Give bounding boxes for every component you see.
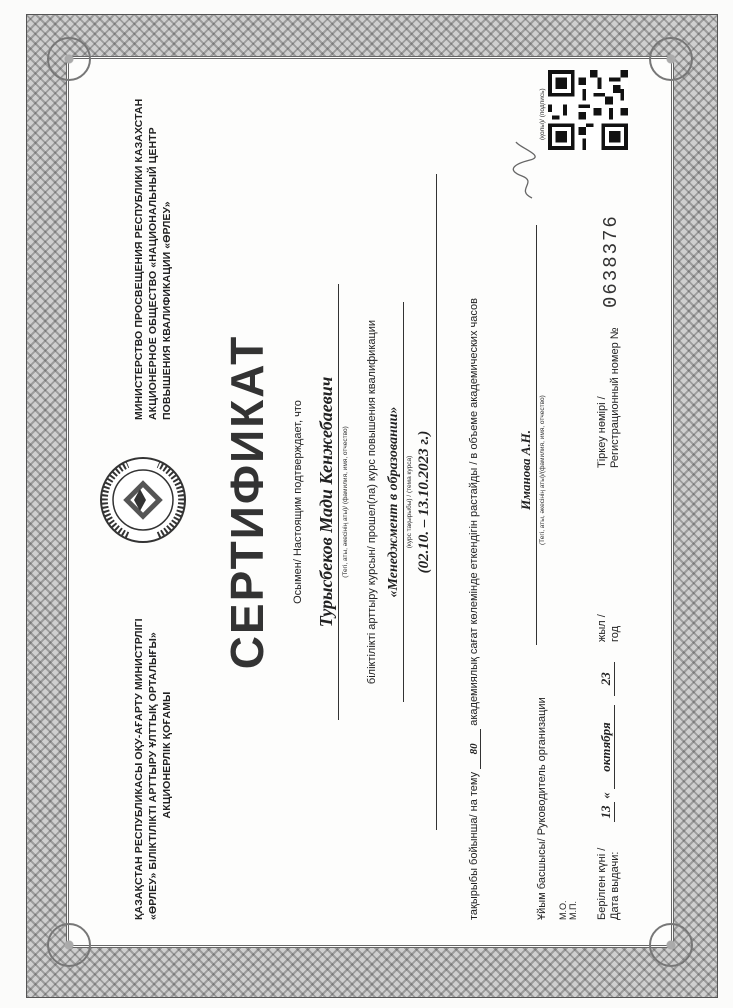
issue-label-kz: Берілген күні /	[596, 847, 608, 920]
header-ru-line1: МИНИСТЕРСТВО ПРОСВЕЩЕНИЯ РЕСПУБЛИКИ КАЗАХСТАН	[133, 98, 145, 420]
header-kz-line1: ҚАЗАҚСТАН РЕСПУБЛИКАСЫ ОҚУ-АҒАРТУ МИНИСТРЛІГІ	[133, 618, 145, 920]
header-ru-line3: ПОВЫШЕНИЯ КВАЛИФИКАЦИИ «ӨРЛЕУ»	[161, 201, 173, 420]
signature-scribble-icon	[510, 140, 540, 200]
header-ru-line2: АКЦИОНЕРНОЕ ОБЩЕСТВО «НАЦИОНАЛЬНЫЙ ЦЕНТР	[147, 127, 159, 420]
qr-code-icon	[548, 70, 628, 150]
registration-number: 0638376	[600, 214, 622, 308]
issue-day: 13	[598, 802, 615, 822]
hours-suffix: академиялық сағат көлемінде еткендігін растайды / в объеме академических часов	[468, 298, 480, 726]
year-label-ru: год	[609, 625, 621, 642]
header-russian	[132, 90, 174, 420]
registration-label-ru: Регистрационный номер №	[609, 327, 621, 468]
signatory-name-caption: (Тегі, аты, әкесінің аты)/(фамилия, имя, отчество)	[539, 395, 546, 545]
signature-caption: (қолы)/ (подпись)	[539, 88, 546, 140]
header-kz-line3: АКЦИОНЕРЛІК ҚОҒАМЫ	[161, 691, 173, 819]
issue-label-ru: Дата выдачи:	[609, 851, 621, 920]
issue-year: 23	[598, 662, 615, 696]
certificate-content	[70, 64, 662, 940]
signatory-name: Иманова А.Н.	[518, 430, 533, 510]
certificate-title: СЕРТИФИКАТ	[221, 334, 273, 670]
header-kz-line2: «ӨРЛЕУ» БІЛІКТІЛІКТІ АРТТЫРУ ҰЛТТЫҚ ОРТАЛЫҒЫ»	[147, 632, 159, 920]
signature-label: Ұйым басшысы/ Руководитель организации	[536, 697, 548, 920]
intro-text: Осымен/ Настоящим подтверждает, что	[292, 400, 304, 604]
issue-date-label	[596, 848, 622, 920]
recipient-name: Турысбеков Мади Кенжебаевич	[316, 376, 336, 628]
recipient-caption: (Тегі, аты, әкесінің аты)/ (фамилия, имя, отчество)	[342, 426, 349, 578]
course-dates-underline	[436, 174, 437, 830]
orleu-logo	[98, 455, 188, 545]
course-text: біліктілікті арттыру курсын/ прошел(ла) курс повышения квалификации	[366, 319, 378, 685]
hours-prefix: тақырыбы бойынша/ на тему	[468, 771, 480, 920]
course-caption: (курс тақырыбы) / (тема курса)	[406, 455, 413, 549]
hours-value: 80	[468, 729, 481, 769]
registration-label	[596, 327, 622, 468]
year-label	[596, 614, 622, 642]
issue-date-value: 13 « октября 23	[598, 662, 615, 822]
registration-label-kz: Тіркеу нөмірі /	[596, 396, 608, 468]
course-dates: (02.10. – 13.10.2023 г.)	[416, 430, 432, 574]
signatory-underline	[536, 225, 537, 645]
mp-ru: М.П.	[568, 901, 578, 920]
issue-month: октября	[598, 705, 615, 789]
course-name: «Менеджмент в образовании»	[386, 406, 401, 598]
course-underline	[403, 302, 404, 702]
hours-line	[468, 80, 481, 920]
year-label-kz: жыл /	[596, 614, 608, 642]
logo-emblem-icon	[98, 455, 188, 545]
mp-kz: М.О.	[558, 900, 568, 920]
recipient-underline	[338, 284, 339, 720]
header-kazakh	[132, 590, 174, 920]
stamp-place	[558, 901, 578, 921]
